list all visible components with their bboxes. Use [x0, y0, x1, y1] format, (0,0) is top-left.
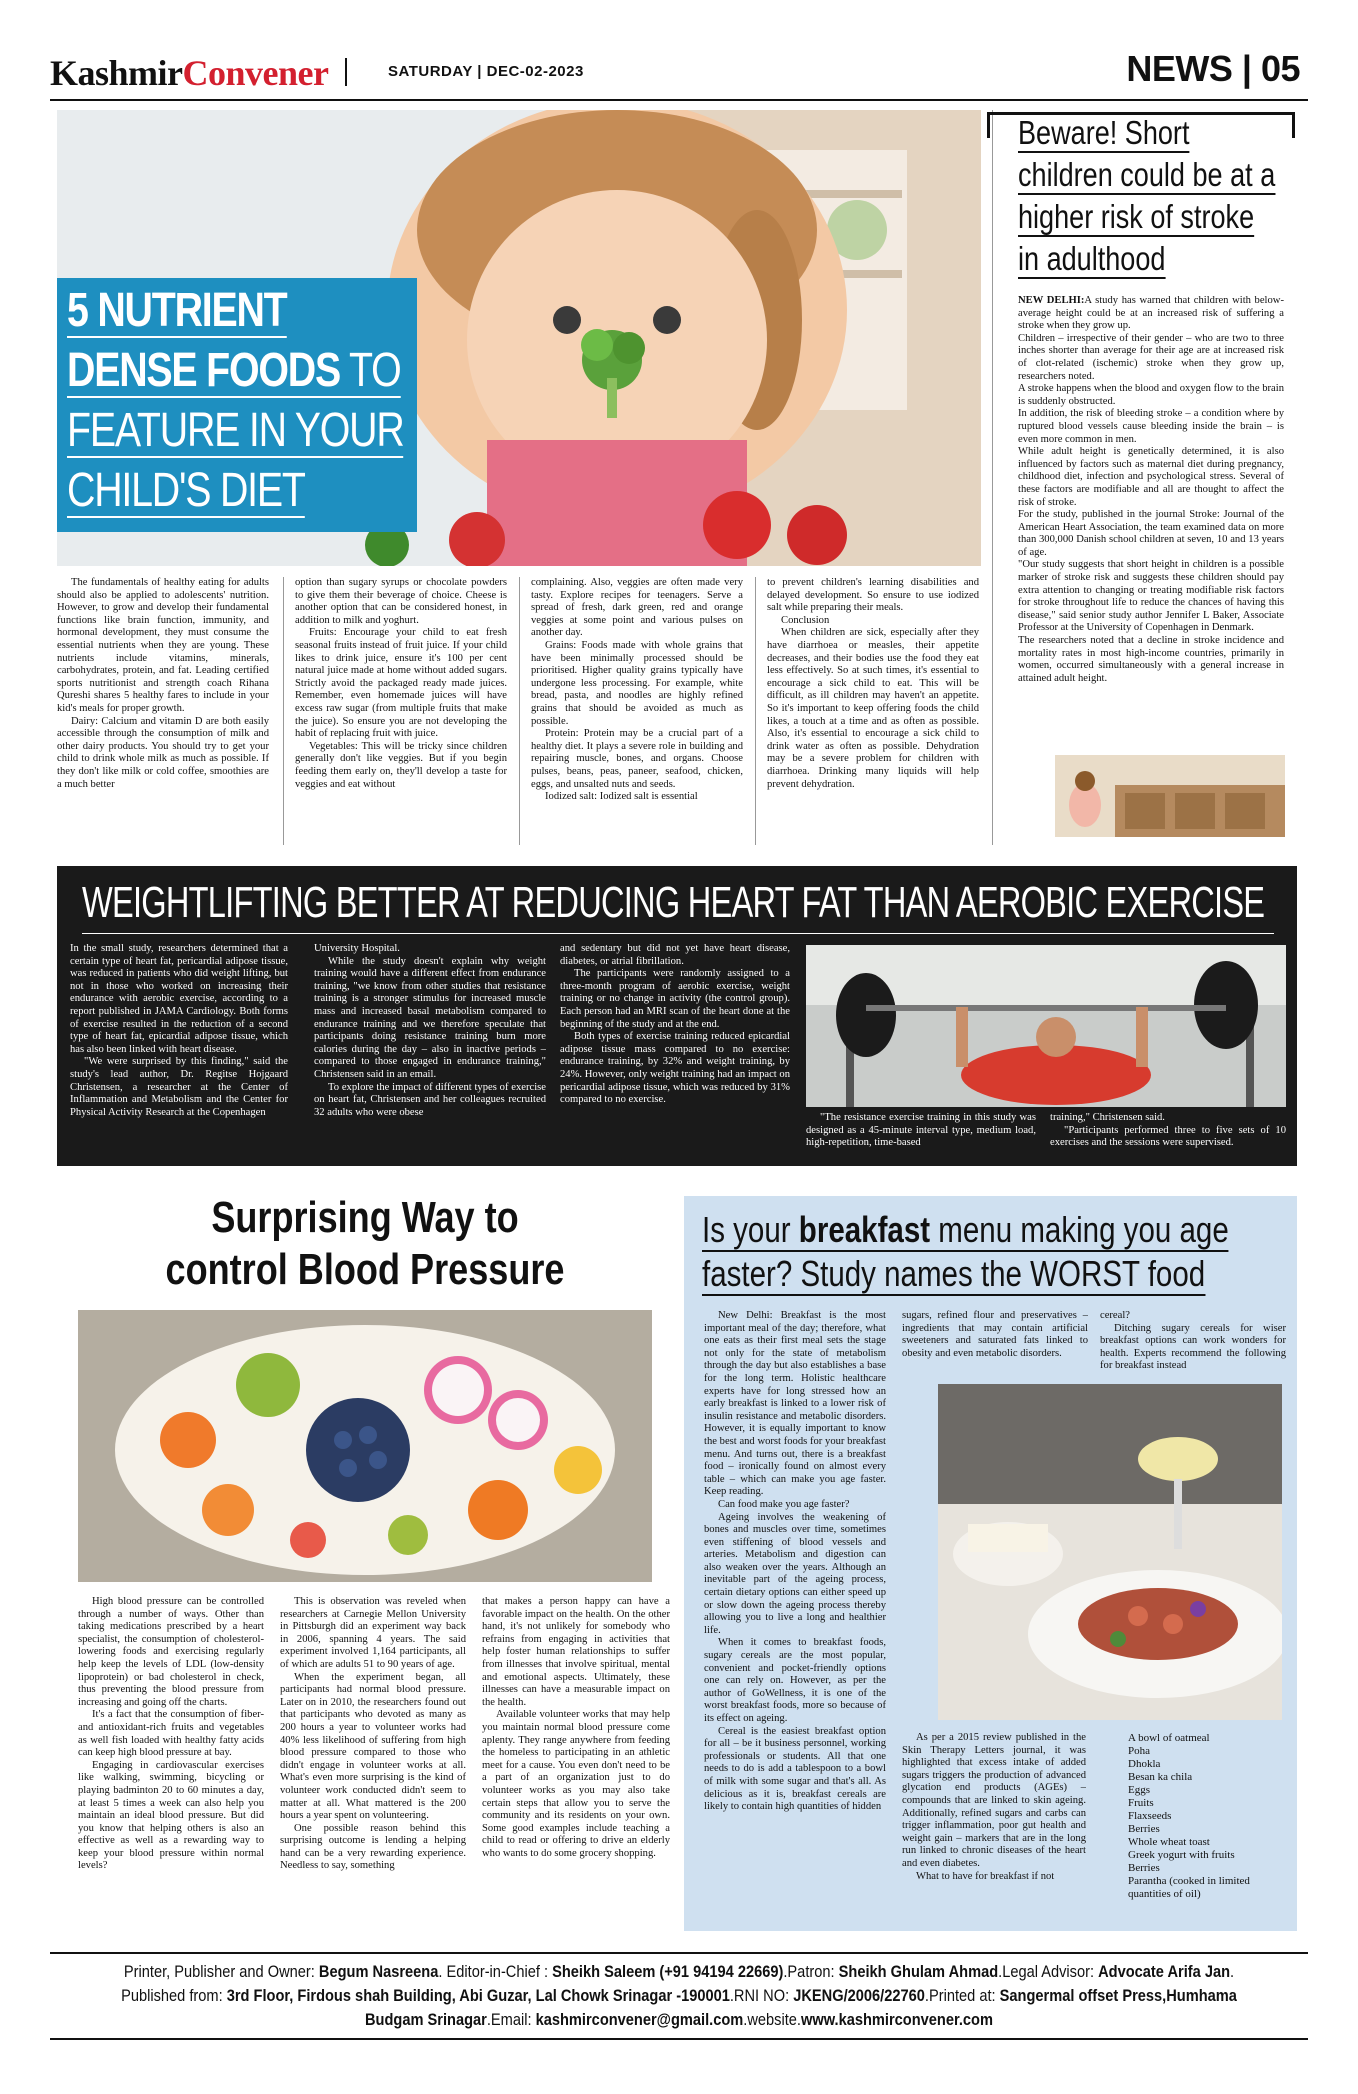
paragraph: option than sugary syrups or chocolate powders to give them their beverage of choice. Cheese is another option that can be considered honest, in addition to milk and yoghurt.: [295, 577, 507, 626]
list-item: Fruits: [1128, 1797, 1154, 1809]
paragraph: Dairy: Calcium and vitamin D are both easily accessible through the consumption of milk and other dairy products. You should try to get your child to drink whole milk as much as possible. If they don't like milk or cold coffee, smoothies are a much better: [57, 715, 269, 790]
list-item: Whole wheat toast: [1128, 1836, 1210, 1848]
headline-line4: CHILD'S DIET: [67, 464, 305, 517]
paragraph: cereal?: [1100, 1310, 1130, 1321]
headline-line2: DENSE FOODS TO: [67, 344, 401, 397]
list-item: Besan ka chila: [1128, 1771, 1193, 1783]
paragraph: Grains: Foods made with whole grains that have been minimally processed should be prioritised. Higher quality grains typically have undergone less processing. For example, white bread, pasta, and noodles are highly refined grains that should be avoided as much as possible.: [531, 639, 743, 727]
breakfast-column-2-bottom: [902, 1732, 1086, 1922]
title-line: higher risk of stroke: [1018, 198, 1255, 235]
list-item: Dhokla: [1128, 1758, 1161, 1770]
blood-pressure-column-3: [482, 1596, 670, 1972]
paragraph: In addition, the risk of bleeding stroke – a condition where by ruptured blood vessels cause bleeding inside the brain – is even more common in men.: [1018, 408, 1284, 445]
paragraph: The participants were randomly assigned to a three-month program of aerobic exercise, weight training or no change in activity (the control group). Each person had an MRI scan of the heart done at the beginning of the study and at the end.: [560, 968, 790, 1030]
section-page: NEWS | 05: [1126, 48, 1300, 89]
column-divider: [519, 577, 520, 845]
list-item: Berries: [1128, 1823, 1160, 1835]
paragraph: to prevent children's learning disabilities and delayed development. So ensure to use iodized salt while preparing their meals.: [767, 577, 979, 614]
paragraph: complaining. Also, veggies are often made very tasty. Explore recipes for teenagers. Serve a spread of fresh, dark green, red and orange veggies at some point and various pulses on another day.: [531, 577, 743, 639]
subhead: Can food make you age faster?: [718, 1498, 850, 1510]
footer-imprint: [95, 1960, 1263, 2032]
paragraph: High blood pressure can be controlled through a number of ways. Other than taking medications prescribed by a heart specialist, the consumption of cholesterol-lowering foods and exercising regularly help keep the levels of LDL (low-density lipoprotein) or bad cholesterol in check, thus preventing the blood pressure from increasing and going off the charts.: [78, 1596, 264, 1708]
paragraph: Fruits: Encourage your child to eat fresh seasonal fruits instead of fruit juice. If your child likes to drink juice, ensure it's 100 per cent natural juice made at home without added sugars. Strictly avoid the packaged ready made juices. Remember, even homemade juices will have excess raw sugar (from multiple fruits that make the juice). So ensure you are not developing the habit of replacing fruit with juice.: [295, 627, 507, 740]
list-item: Paranthа (cooked in limited quantities of oil): [1128, 1875, 1250, 1900]
title-line: Is your breakfast menu making you age: [702, 1209, 1229, 1250]
title-line: Beware! Short: [1018, 114, 1190, 151]
weightlifting-column-1: [70, 943, 288, 1159]
blood-pressure-column-1: [78, 1596, 264, 1972]
blood-pressure-column-2: [280, 1596, 466, 1972]
beware-photo-child-kitchen: [1055, 755, 1285, 837]
paragraph: Ageing involves the weakening of bones and muscles over time, sometimes even stiffening of blood vessels and arteries. Metabolism and digestion can also weaken over the years. Although an inevitable part of the ageing process, certain dietary options can either speed up or slow down the ageing process thereby allowing you to live a long and healthier life.: [704, 1511, 886, 1636]
paragraph: While adult height is genetically determined, it is also influenced by factors such as maternal diet during pregnancy, childhood diet, infection and psychological stress. Several of these factors are modifiable and all are thought to affect the risk of stroke.: [1018, 446, 1284, 508]
paragraph: One possible reason behind this surprising outcome is lending a helping hand can be a very rewarding experience. Needless to say, something: [280, 1822, 466, 1872]
beware-title: [1018, 112, 1318, 280]
masthead: [50, 52, 329, 94]
beware-body: [1018, 295, 1284, 749]
paragraph: While the study doesn't explain why weight training would have a different effect from endurance training, "we know from other studies that resistance training is a stronger stimulus for increased muscle mass and increased basal metabolism compared to endurance training and we therefore speculate that participants doing resistance training burn more calories during the day – also in inactive periods – compared to those engaged in endurance training," Christensen said in an email.: [314, 955, 546, 1080]
paragraph: What to have for breakfast if not: [916, 1870, 1055, 1882]
paragraph: Cereal is the easiest breakfast option for all – be it business personnel, working professionals or students. All that one needs to do is add a tablespoon to a bowl of milk with some sugar and that's all. As delicious as it is, breakfast cereals are likely to contain high quantities of hidden: [704, 1725, 886, 1813]
footer-line-1: Printer, Publisher and Owner: Begum Nasreena. Editor-in-Chief : Sheikh Saleem (+91 94194 22669).Patron: Sheikh Ghulam Ahmad.Legal Advisor: Advocate Arifa Jan.: [123, 1962, 1235, 1981]
column-divider: [283, 577, 284, 845]
paragraph: "Participants performed three to five sets of 10 exercises and the sessions were supervised.: [1050, 1124, 1286, 1149]
headline-line3: FEATURE IN YOUR: [67, 404, 404, 457]
paragraph: The fundamentals of healthy eating for adults should also be applied to adolescents' nutrition. However, to grow and develop their fundamental functions like brain function, immunity, and hormonal development, they must consume the essential nutrients when they are young. These nutrients include vitamins, minerals, carbohydrates, protein, and fat. Leading certified sports nutritionist and strength coach Rihana Qureshi shares 5 healthy fares to include in your kid's meals for proper growth.: [57, 577, 269, 714]
header-rule: [50, 99, 1308, 101]
paragraph: When the experiment began, all participants had normal blood pressure. Later on in 2010, the researchers found out that participants who devoted as many as 200 hours a year to volunteer works had 40% less likelihood of suffering from high blood pressure compared to those who didn't engage in volunteer works at all. What's even more surprising is the kind of volunteer work conducted didn't seem to matter at all. What mattered is the 200 hours a year spent on volunteering.: [280, 1671, 466, 1822]
title-line: Surprising Way to: [211, 1193, 519, 1242]
footer-line-3: Budgam Srinagar.Email: kashmirconvener@gmail.com.website.www.kashmirconvener.com: [364, 2010, 993, 2029]
paragraph: training," Christensen said.: [1050, 1112, 1165, 1123]
paragraph: Vegetables: This will be tricky since children generally don't like veggies. But if you begin feeding them early on, they'll develop a taste for veggies and eat without: [295, 740, 507, 790]
paragraph: The researchers noted that a decline in stroke incidence and mortality rates in most high-income countries, primarily in women, occurred simultaneously with a general increase in attained adult height.: [1018, 635, 1284, 684]
title-line: faster? Study names the WORST food: [702, 1253, 1206, 1294]
list-item: Berries: [1128, 1862, 1160, 1874]
nutrient-column-2: [295, 577, 507, 845]
weightlifting-column-4: [806, 1112, 1036, 1160]
paragraph: "Our study suggests that short height in children is a possible marker of stroke risk and suggests these children should pay extra attention to changing or treating modifiable risk factors for stroke throughout life to reduce the chances of having this disease," said senior study author Jennifer L Baker, Associate Professor at the University of Copenhagen in Denmark.: [1018, 559, 1284, 634]
paragraph: When it comes to breakfast foods, sugary cereals are the most popular, convenient and pocket-friendly options one can rely on. However, as per the author of GoWellness, it is one of the worst breakfast foods, more so because of its effect on ageing.: [704, 1637, 886, 1724]
paragraph: "We were surprised by this finding," said the study's lead author, Dr. Regitse Hojgaard Christensen, a researcher at the Center of Inflammation and Metabolism and the Center for Physical Activity Research at the Copenhagen: [70, 1056, 288, 1118]
paragraph: Engaging in cardiovascular exercises like walking, swimming, bicycling or playing badminton 20 to 60 minutes a day, at least 5 times a week can also help you maintain an ideal blood pressure. But did you know that helping others is also an effective as well as a rewarding way to keep your blood pressure within normal levels?: [78, 1759, 264, 1872]
weightlifting-column-2: [314, 943, 546, 1159]
footer-rule-bottom: [50, 2038, 1308, 2040]
paragraph: For the study, published in the journal Stroke: Journal of the American Heart Association, the team examined data on more than 300,000 Danish school children at seven, 10 and 13 years of age.: [1018, 509, 1284, 558]
paragraph: Available volunteer works that may help you maintain normal blood pressure come aplenty. They range anywhere from feeding the homeless to participating in an athletic meet for a cause. You even don't need to be a part of an organization just to do volunteer works as you may also take certain steps that allow you to serve the community and its residents on your own. Some good examples include teaching a child to read or offering to drive an elderly who wants to do some grocery shopping.: [482, 1709, 670, 1859]
list-item: Greek yogurt with fruits: [1128, 1849, 1235, 1861]
breakfast-column-2-top: [902, 1310, 1088, 1382]
dateline: NEW DELHI:: [1018, 295, 1085, 306]
paragraph: and sedentary but did not yet have heart disease, diabetes, or atrial fibrillation.: [560, 943, 790, 967]
footer-rule-top: [50, 1952, 1308, 1954]
breakfast-title: [702, 1208, 1292, 1296]
paragraph: University Hospital.: [314, 943, 400, 954]
nutrient-column-4: [767, 577, 979, 845]
paragraph: Both types of exercise training reduced epicardial adipose tissue mass compared to no exercise: endurance training, by 32% and weight training, by 24%. However, only weight training had an impact on pericardial adipose tissue, which was reduced by 31% compared to no exercise.: [560, 1031, 790, 1106]
headline-line1: 5 NUTRIENT: [67, 284, 287, 337]
breakfast-column-1: [704, 1310, 886, 1922]
issue-date: SATURDAY | DEC-02-2023: [388, 63, 584, 80]
breakfast-column-3-top: [1100, 1310, 1286, 1382]
paragraph: Protein: Protein may be a crucial part of a healthy diet. It plays a severe role in building and repairing muscle, bones, and organs. Choose pulses, beans, peas, paneer, seafood, chicken, eggs, and unsalted nuts and seeds.: [531, 728, 743, 790]
weightlifting-title: WEIGHTLIFTING BETTER AT REDUCING HEART FAT THAN AEROBIC EXERCISE: [82, 878, 1265, 927]
list-item: Flaxseeds: [1128, 1810, 1172, 1822]
subhead: Conclusion: [781, 614, 830, 626]
weightlifting-photo-bench-press: [806, 945, 1286, 1107]
brand-convener: Convener: [182, 53, 329, 93]
paragraph: sugars, refined flour and preservatives – ingredients that may contain artificial sweeteners and saturated fats linked to obesity and even metabolic disorders.: [902, 1310, 1088, 1359]
paragraph: Iodized salt: Iodized salt is essential: [545, 791, 698, 803]
paragraph: New Delhi: Breakfast is the most important meal of the day; therefore, what one eats as their first meal sets the stage not only for the state of metabolism through the day but also establishes a base for the long term. Holistic healthcare experts have for long stressed how an early breakfast is linked to a lower risk of insulin resistance and metabolic disorders. However, it is equally important to know the best and worst foods for your breakfast menu. And turns out, there is a breakfast food – ironically found on almost every table – which can make you age faster. Keep reading.: [704, 1310, 886, 1498]
brand-kashmir: Kashmir: [50, 53, 183, 93]
paragraph: Children – irrespective of their gender – who are two to three inches shorter than average for their age are at increased risk of clot-related (ischemic) stroke when they grow up, researchers noted.: [1018, 332, 1284, 382]
column-divider: [992, 110, 993, 845]
beware-bracket-left: [987, 112, 990, 138]
breakfast-photo-food-plate: [938, 1384, 1282, 1720]
footer-line-2: Published from: 3rd Floor, Firdous shah Building, Abi Guzar, Lal Chowk Srinagar -190001.RNI NO: JKENG/2006/22760.Printed at: Sangermal offset Press,Humhama: [121, 1986, 1237, 2005]
blood-pressure-photo-fruit-platter: [78, 1310, 652, 1582]
title-line: control Blood Pressure: [165, 1245, 565, 1294]
paragraph: As per a 2015 review published in the Skin Therapy Letters journal, it was highlighted that excess intake of added sugars triggers the production of advanced glycation end products (AGEs) – compounds that are linked to skin ageing. Additionally, refined sugars and carbs can trigger inflammation, poor gut health and weight gain – markers that are in the long run linked to chronic diseases of the heart and even diabetes.: [902, 1732, 1086, 1869]
nutrient-headline-box: [57, 278, 417, 532]
list-item: Eggs: [1128, 1784, 1150, 1796]
paragraph: Ditching sugary cereals for wiser breakfast options can work wonders for health. Experts recommend the following for breakfast instead: [1100, 1322, 1286, 1372]
paragraph: NEW DELHI:A study has warned that children with below-average height could be at an increased risk of suffering a stroke when they grow up.: [1018, 295, 1284, 332]
title-line: children could be at a: [1018, 156, 1276, 193]
paragraph: To explore the impact of different types of exercise on heart fat, Christensen and her colleagues recruited 32 adults who were obese: [314, 1081, 546, 1118]
list-item: Poha: [1128, 1745, 1150, 1757]
breakfast-food-list: [1100, 1732, 1286, 1901]
paragraph: It's a fact that the consumption of fiber- and antioxidant-rich fruits and vegetables as well fish loaded with healthy fatty acids can keep high blood pressure at bay.: [78, 1709, 264, 1759]
paragraph: In the small study, researchers determined that a certain type of heart fat, pericardial adipose tissue, was reduced in patients who did weight lifting, but not in those who worked on increasing their endurance with aerobic exercise, according to a report published in JAMA Cardiology. Both forms of exercise resulted in the reduction of a second type of heart fat, epicardial adipose tissue, which has also been linked with heart disease.: [70, 943, 288, 1055]
paragraph: A stroke happens when the blood and oxygen flow to the brain is suddenly obstructed.: [1018, 383, 1284, 407]
paragraph: This is observation was reveled when researchers at Carnegie Mellon University in Pittsburgh did an experiment way back in 2006, spanning 4 years. The said experiment involved 1,164 participants, all of which are adults 51 to 90 years of age.: [280, 1596, 466, 1670]
blood-pressure-title: [57, 1192, 673, 1296]
title-line: in adulthood: [1018, 240, 1166, 277]
weightlifting-column-3: [560, 943, 790, 1159]
weightlifting-title-rule: [82, 933, 1274, 934]
weightlifting-column-5: [1050, 1112, 1286, 1160]
header-divider: [345, 58, 347, 86]
column-divider: [755, 577, 756, 845]
paragraph: that makes a person happy can have a favorable impact on the health. On the other hand, it's not unlikely for somebody who refrains from engaging in activities that help foster human relationships to suffer from illnesses that involve spiritual, mental and emotional aspects. Ultimately, these illnesses can have a measurable impact on the health.: [482, 1596, 670, 1708]
paragraph: "The resistance exercise training in this study was designed as a 45-minute interval type, medium load, high-repetition, time-based: [806, 1112, 1036, 1149]
nutrient-column-1: [57, 577, 269, 845]
paragraph: When children are sick, especially after they have diarrhoea or measles, their appetite decreases, and their bodies use the food they eat less effectively. So at such times, it's essential to encourage a sick child to eat. This will be difficult, as ill children may haven't an appetite. So it's important to keep offering foods the child likes, a touch at a time and as often as possible. Also, it's essential to encourage a sick child to drink water as often as possible. Dehydration may be a severe problem for children with diarrhoea. Drinking many liquids will help prevent dehydration.: [767, 627, 979, 790]
list-item: A bowl of oatmeal: [1128, 1732, 1210, 1744]
nutrient-column-3: [531, 577, 743, 845]
